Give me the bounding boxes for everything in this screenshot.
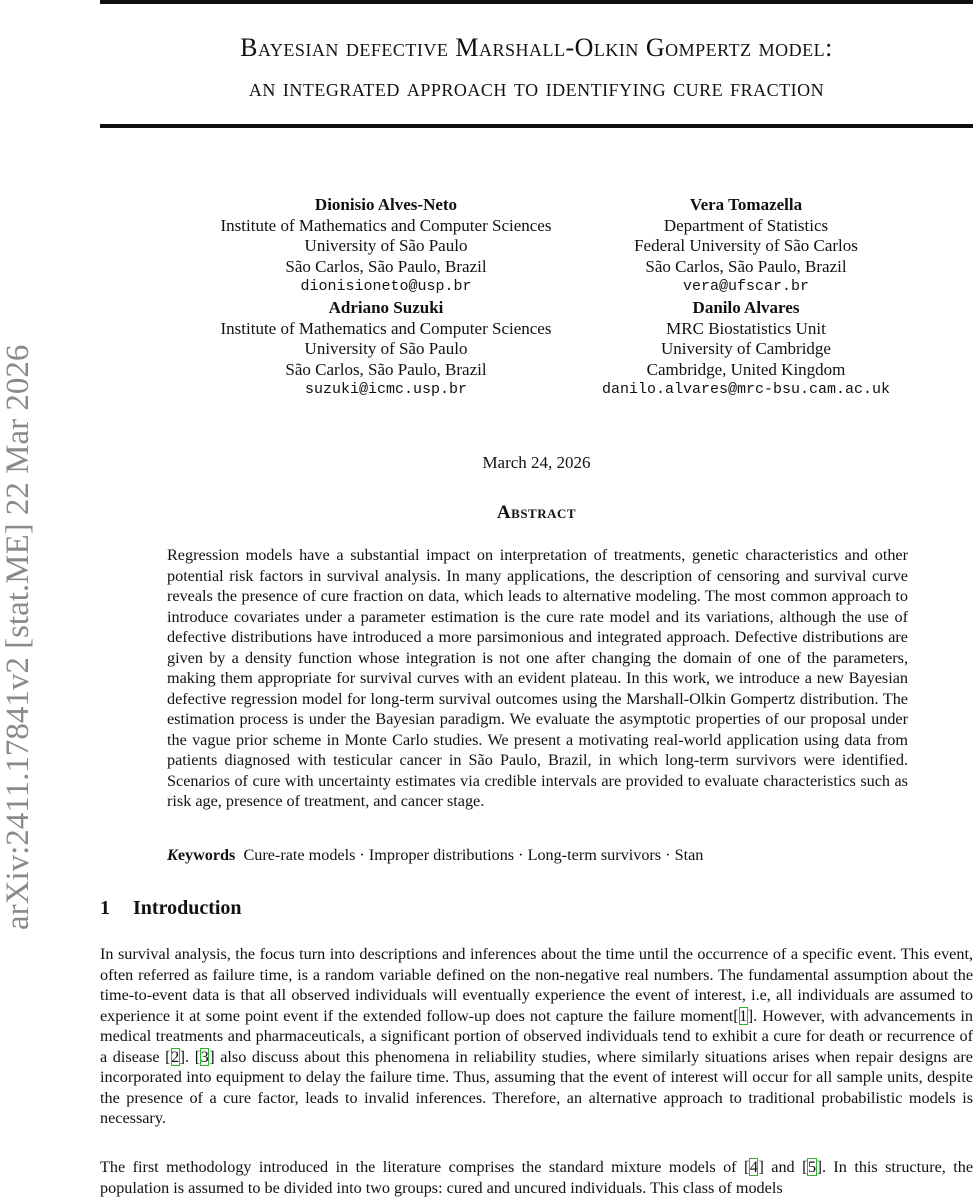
keywords-label: Keywords: [167, 846, 236, 864]
author-institution: University of São Paulo: [304, 339, 468, 359]
author-institution: University of São Paulo: [304, 236, 468, 256]
paper-title: [100, 28, 973, 108]
citation-link[interactable]: 1: [739, 1006, 748, 1025]
author-department: MRC Biostatistics Unit: [666, 318, 826, 338]
section-title: Introduction: [133, 897, 242, 919]
author-block-4: [560, 298, 932, 401]
author-institution: Federal University of São Carlos: [634, 236, 858, 256]
author-location: São Carlos, São Paulo, Brazil: [285, 359, 487, 379]
title-line-1: Bayesian defective Marshall-Olkin Gompertz model:: [240, 33, 833, 62]
author-email[interactable]: vera@ufscar.br: [682, 278, 810, 296]
author-email[interactable]: danilo.alvares@mrc-bsu.cam.ac.uk: [601, 381, 891, 399]
author-location: São Carlos, São Paulo, Brazil: [645, 256, 847, 276]
author-location: Cambridge, United Kingdom: [646, 359, 846, 379]
title-bottom-rule: [100, 124, 973, 128]
paper-date: March 24, 2026: [482, 453, 591, 472]
keywords-list: Cure-rate models · Improper distributions · Long-term survivors · Stan: [243, 846, 704, 864]
author-institution: University of Cambridge: [661, 339, 831, 359]
author-name: Adriano Suzuki: [328, 298, 444, 317]
author-department: Institute of Mathematics and Computer Sciences: [220, 215, 552, 235]
author-name: Vera Tomazella: [689, 195, 803, 214]
keywords-line: [167, 846, 908, 865]
author-name: Dionisio Alves-Neto: [314, 195, 458, 214]
section-heading: [100, 897, 242, 920]
citation-link[interactable]: 2: [171, 1047, 180, 1066]
author-location: São Carlos, São Paulo, Brazil: [285, 256, 487, 276]
author-block-2: [580, 195, 912, 298]
author-email[interactable]: suzuki@icmc.usp.br: [304, 381, 468, 399]
author-block-1: [160, 195, 612, 298]
intro-paragraph-1: In survival analysis, the focus turn into descriptions and inferences about the time until the occurrence of a specific event. This event, often referred as failure time, is a random variable defined on the non-negative real numbers. The fundamental assumption about the time-to-event data is that all observed individuals will eventually experience the event of interest, i.e, all individuals are assumed to experience it at some point event if the extended follow-up does not capture the failure moment[1]. However, with advancements in medical treatments and pharmaceuticals, a significant portion of observed individuals tend to exhibit a cure for death or recurrence of a disease [2]. [3] also discuss about this phenomena in reliability studies, where similarly situations arises when repair designs are incorporated into equipment to delay the failure time. Thus, assuming that the event of interest will occur for all sample units, despite the presence of a cure factor, leads to invalid inferences. Therefore, an alternative approach to traditional probabilistic models is necessary.: [100, 945, 973, 1127]
intro-paragraph-2: The first methodology introduced in the literature comprises the standard mixture models of [4] and [5]. In this structure, the population is assumed to be divided into two groups: cured and uncured individuals. This class of models: [100, 1158, 973, 1197]
title-line-2: an integrated approach to identifying cure fraction: [248, 73, 825, 102]
abstract-text: Regression models have a substantial impact on interpretation of treatments, genetic characteristics and other potential risk factors in survival analysis. In many applications, the description of censoring and survival curve reveals the presence of cure fraction on data, which leads to alternative modeling. The most common approach to introduce covariates under a parameter estimation is the cure rate model and its variations, although the use of defective distributions have introduced a more parsimonious and integrated approach. Defective distributions are given by a density function whose integration is not one after changing the domain of one of the parameters, making them appropriate for survival curves with an evident plateau. In this work, we introduce a new Bayesian defective regression model for long-term survival outcomes using the Marshall-Olkin Gompertz distribution. The estimation process is under the Bayesian paradigm. We evaluate the asymptotic properties of our proposal under the vague prior scheme in Monte Carlo studies. We present a motivating real-world application using data from patients diagnosed with testicular cancer in São Paulo, Brazil, in which long-term survivors were identified. Scenarios of cure with uncertainty estimates via credible intervals are provided to evaluate characteristics such as risk age, presence of treatment, and cancer stage.: [167, 546, 908, 810]
citation-link[interactable]: 3: [200, 1047, 209, 1066]
author-department: Institute of Mathematics and Computer Sciences: [220, 318, 552, 338]
arxiv-identifier: arXiv:2411.17841v2 [stat.ME] 22 Mar 2026: [0, 344, 36, 930]
author-department: Department of Statistics: [663, 215, 829, 235]
abstract-heading: Abstract: [496, 502, 577, 523]
section-number: 1: [100, 897, 110, 919]
author-name: Danilo Alvares: [692, 298, 800, 317]
author-block-3: [160, 298, 612, 401]
citation-link[interactable]: 5: [807, 1158, 817, 1176]
author-email[interactable]: dionisioneto@usp.br: [300, 278, 472, 296]
title-top-rule: [100, 0, 973, 4]
citation-link[interactable]: 4: [749, 1158, 758, 1176]
